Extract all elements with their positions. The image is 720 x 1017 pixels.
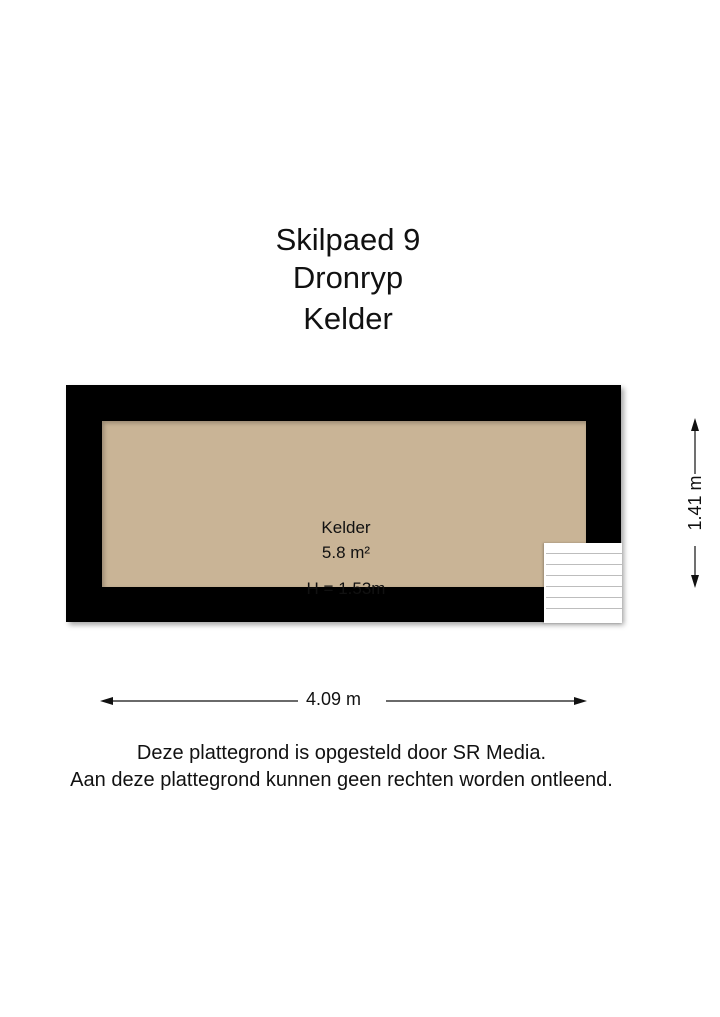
arrow-left-icon — [100, 697, 113, 705]
stair-step — [546, 597, 622, 598]
stair-step — [546, 564, 622, 565]
stair-step — [546, 586, 622, 587]
floor-plan — [66, 385, 621, 622]
title-address: Skilpaed 9 — [275, 222, 421, 257]
arrow-down-icon — [691, 575, 699, 588]
title-floor: Kelder — [303, 301, 393, 336]
depth-dimension-label: 1.41 m — [685, 475, 705, 531]
arrow-up-icon — [691, 418, 699, 431]
stair-step — [546, 608, 622, 609]
stair-step — [546, 553, 622, 554]
title-city: Dronryp — [292, 260, 404, 295]
width-dimension-label: 4.09 m — [306, 689, 362, 709]
stairs-icon — [544, 543, 622, 623]
disclaimer-line-2: Aan deze plattegrond kunnen geen rechten worden ontleend. — [70, 769, 613, 791]
room-area-label: 5.8 m² — [321, 543, 371, 562]
arrow-right-icon — [574, 697, 587, 705]
room-name-label: Kelder — [321, 518, 371, 537]
room-floor — [102, 421, 586, 598]
stair-step — [546, 575, 622, 576]
disclaimer-line-1: Deze plattegrond is opgesteld door SR Media. — [136, 742, 547, 764]
room-height-label: H = 1.53m — [306, 579, 386, 598]
